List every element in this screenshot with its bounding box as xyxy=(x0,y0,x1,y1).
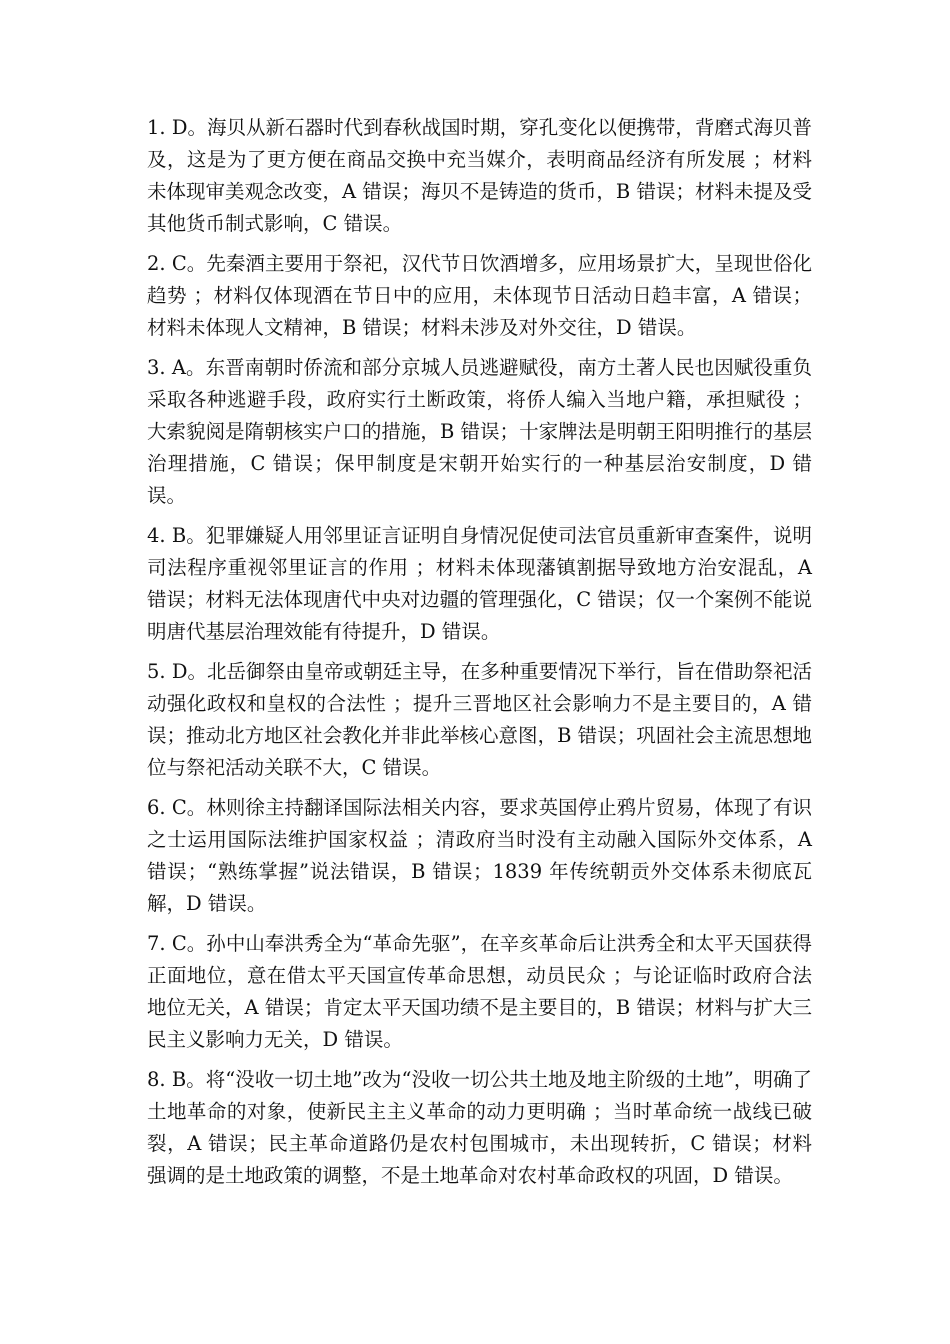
answer-1: 1. D。海贝从新石器时代到春秋战国时期，穿孔变化以便携带，背磨式海贝普及，这是为了更方便在商品交换中充当媒介，表明商品经济有所发展 ；材料未体现审美观念改变，A 错误；海贝不是铸造的货币，B 错误；材料未提及受其他货币制式影响，C 错误。 xyxy=(147,116,812,235)
answer-5: 5. D。北岳御祭由皇帝或朝廷主导，在多种重要情况下举行，旨在借助祭祀活动强化政权和皇权的合法性 ；提升三晋地区社会影响力不是主要目的，A 错误；推动北方地区社会教化并非此举核心意图，B 错误；巩固社会主流思想地位与祭祀活动关联不大，C 错误。 xyxy=(147,660,812,779)
answer-8: 8. B。将“没收一切土地”改为“没收一切公共土地及地主阶级的土地”，明确了土地革命的对象，使新民主主义革命的动力更明确 ；当时革命统一战线已破裂，A 错误；民主革命道路仍是农村包围城市，未出现转折，C 错误；材料强调的是土地政策的调整，不是土地革命对农村革命政权的巩固，D 错误。 xyxy=(147,1068,812,1187)
answer-key xyxy=(147,112,812,1200)
answer-3: 3. A。东晋南朝时侨流和部分京城人员逃避赋役，南方土著人民也因赋役重负采取各种逃避手段，政府实行土断政策，将侨人编入当地户籍，承担赋役 ；大索貌阅是隋朝核实户口的措施，B 错误；十家牌法是明朝王阳明推行的基层治理措施，C 错误；保甲制度是宋朝开始实行的一种基层治安制度，D 错误。 xyxy=(147,356,812,507)
answer-6: 6. C。林则徐主持翻译国际法相关内容，要求英国停止鸦片贸易，体现了有识之士运用国际法维护国家权益 ；清政府当时没有主动融入国际外交体系，A 错误；“熟练掌握”说法错误，B 错误；1839 年传统朝贡外交体系未彻底瓦解，D 错误。 xyxy=(147,796,812,915)
answer-4: 4. B。犯罪嫌疑人用邻里证言证明自身情况促使司法官员重新审查案件，说明司法程序重视邻里证言的作用 ；材料未体现藩镇割据导致地方治安混乱，A 错误；材料无法体现唐代中央对边疆的管理强化，C 错误；仅一个案例不能说明唐代基层治理效能有待提升，D 错误。 xyxy=(147,524,812,643)
answer-2: 2. C。先秦酒主要用于祭祀，汉代节日饮酒增多，应用场景扩大，呈现世俗化趋势 ；材料仅体现酒在节日中的应用，未体现节日活动日趋丰富，A 错误；材料未体现人文精神，B 错误；材料未涉及对外交往，D 错误。 xyxy=(147,252,812,339)
answer-7: 7. C。孙中山奉洪秀全为“革命先驱”，在辛亥革命后让洪秀全和太平天国获得正面地位，意在借太平天国宣传革命思想，动员民众 ；与论证临时政府合法地位无关，A 错误；肯定太平天国功绩不是主要目的，B 错误；材料与扩大三民主义影响力无关，D 错误。 xyxy=(147,932,812,1051)
